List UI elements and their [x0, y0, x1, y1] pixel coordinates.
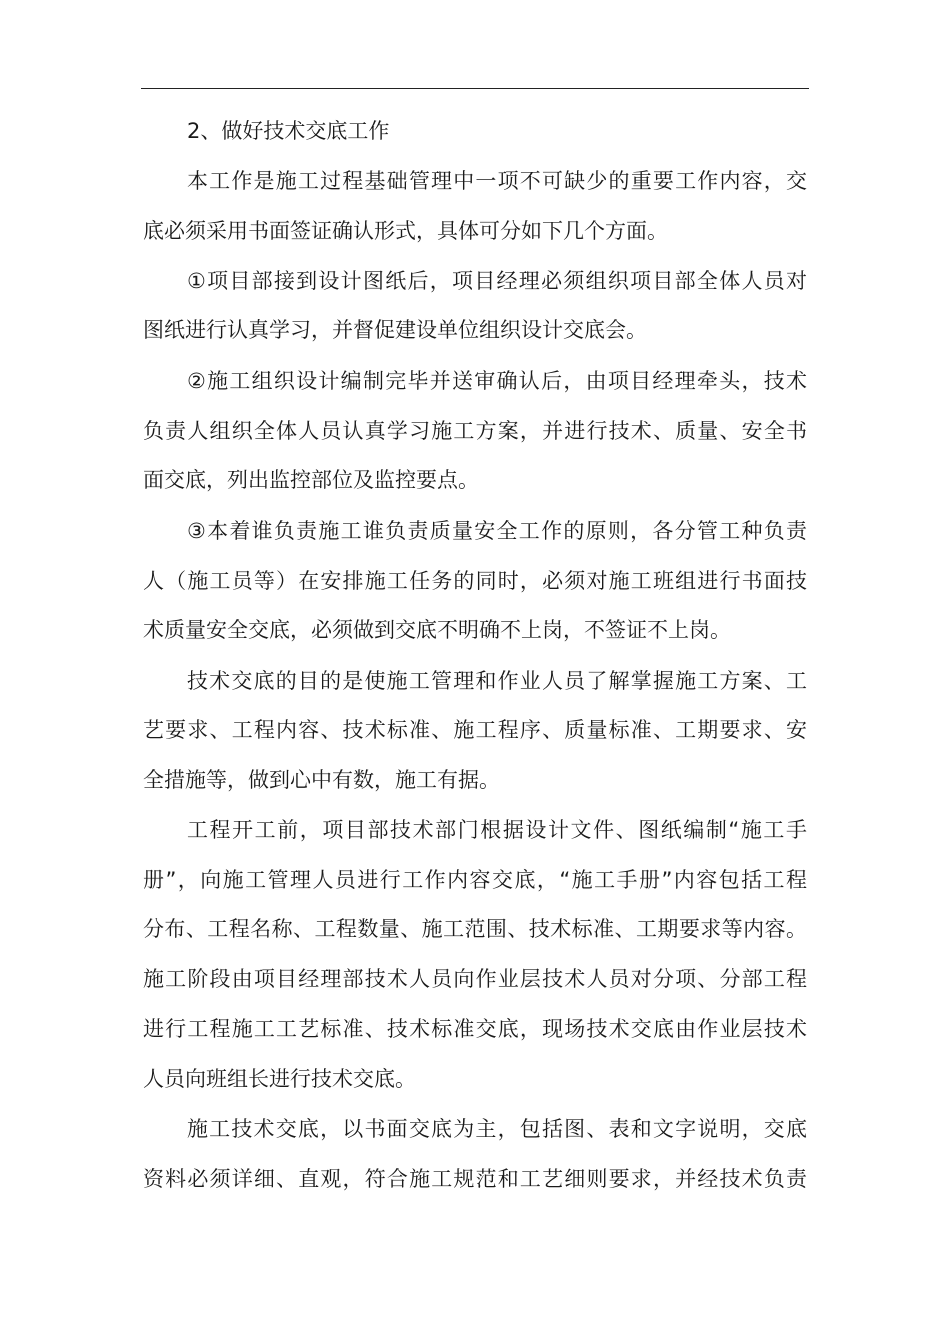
section-heading: 2、做好技术交底工作: [187, 119, 390, 143]
paragraph-line: ①项目部接到设计图纸后，项目经理必须组织项目部全体人员对: [187, 269, 807, 293]
paragraph-line: 资料必须详细、直观，符合施工规范和工艺细则要求，并经技术负责: [143, 1167, 807, 1191]
paragraph-line: 分布、工程名称、工程数量、施工范围、技术标准、工期要求等内容。: [143, 917, 807, 941]
paragraph-line: 艺要求、工程内容、技术标准、施工程序、质量标准、工期要求、安: [143, 718, 807, 742]
paragraph-line: 本工作是施工过程基础管理中一项不可缺少的重要工作内容，交: [187, 169, 807, 193]
paragraph-line: ②施工组织设计编制完毕并送审确认后，由项目经理牵头，技术: [187, 369, 807, 393]
paragraph-line: 进行工程施工工艺标准、技术标准交底，现场技术交底由作业层技术: [143, 1017, 807, 1041]
paragraph-line: 册”，向施工管理人员进行工作内容交底，“施工手册”内容包括工程: [143, 868, 807, 892]
paragraph-line: 施工技术交底，以书面交底为主，包括图、表和文字说明，交底: [187, 1117, 807, 1141]
header-rule: [141, 88, 809, 89]
paragraph-line: 人员向班组长进行技术交底。: [143, 1067, 416, 1091]
paragraph-line: 负责人组织全体人员认真学习施工方案，并进行技术、质量、安全书: [143, 419, 807, 443]
paragraph-line: 全措施等，做到心中有数，施工有据。: [143, 768, 500, 792]
paragraph-line: 面交底，列出监控部位及监控要点。: [143, 468, 479, 492]
paragraph-line: 技术交底的目的是使施工管理和作业人员了解掌握施工方案、工: [187, 669, 807, 693]
paragraph-line: 术质量安全交底，必须做到交底不明确不上岗，不签证不上岗。: [143, 618, 731, 642]
paragraph-line: ③本着谁负责施工谁负责质量安全工作的原则，各分管工种负责: [187, 519, 807, 543]
paragraph-line: 施工阶段由项目经理部技术人员向作业层技术人员对分项、分部工程: [143, 967, 807, 991]
paragraph-line: 底必须采用书面签证确认形式，具体可分如下几个方面。: [143, 219, 668, 243]
paragraph-line: 工程开工前，项目部技术部门根据设计文件、图纸编制“施工手: [187, 818, 807, 842]
paragraph-line: 人（施工员等）在安排施工任务的同时，必须对施工班组进行书面技: [143, 569, 807, 593]
paragraph-line: 图纸进行认真学习，并督促建设单位组织设计交底会。: [143, 318, 647, 342]
